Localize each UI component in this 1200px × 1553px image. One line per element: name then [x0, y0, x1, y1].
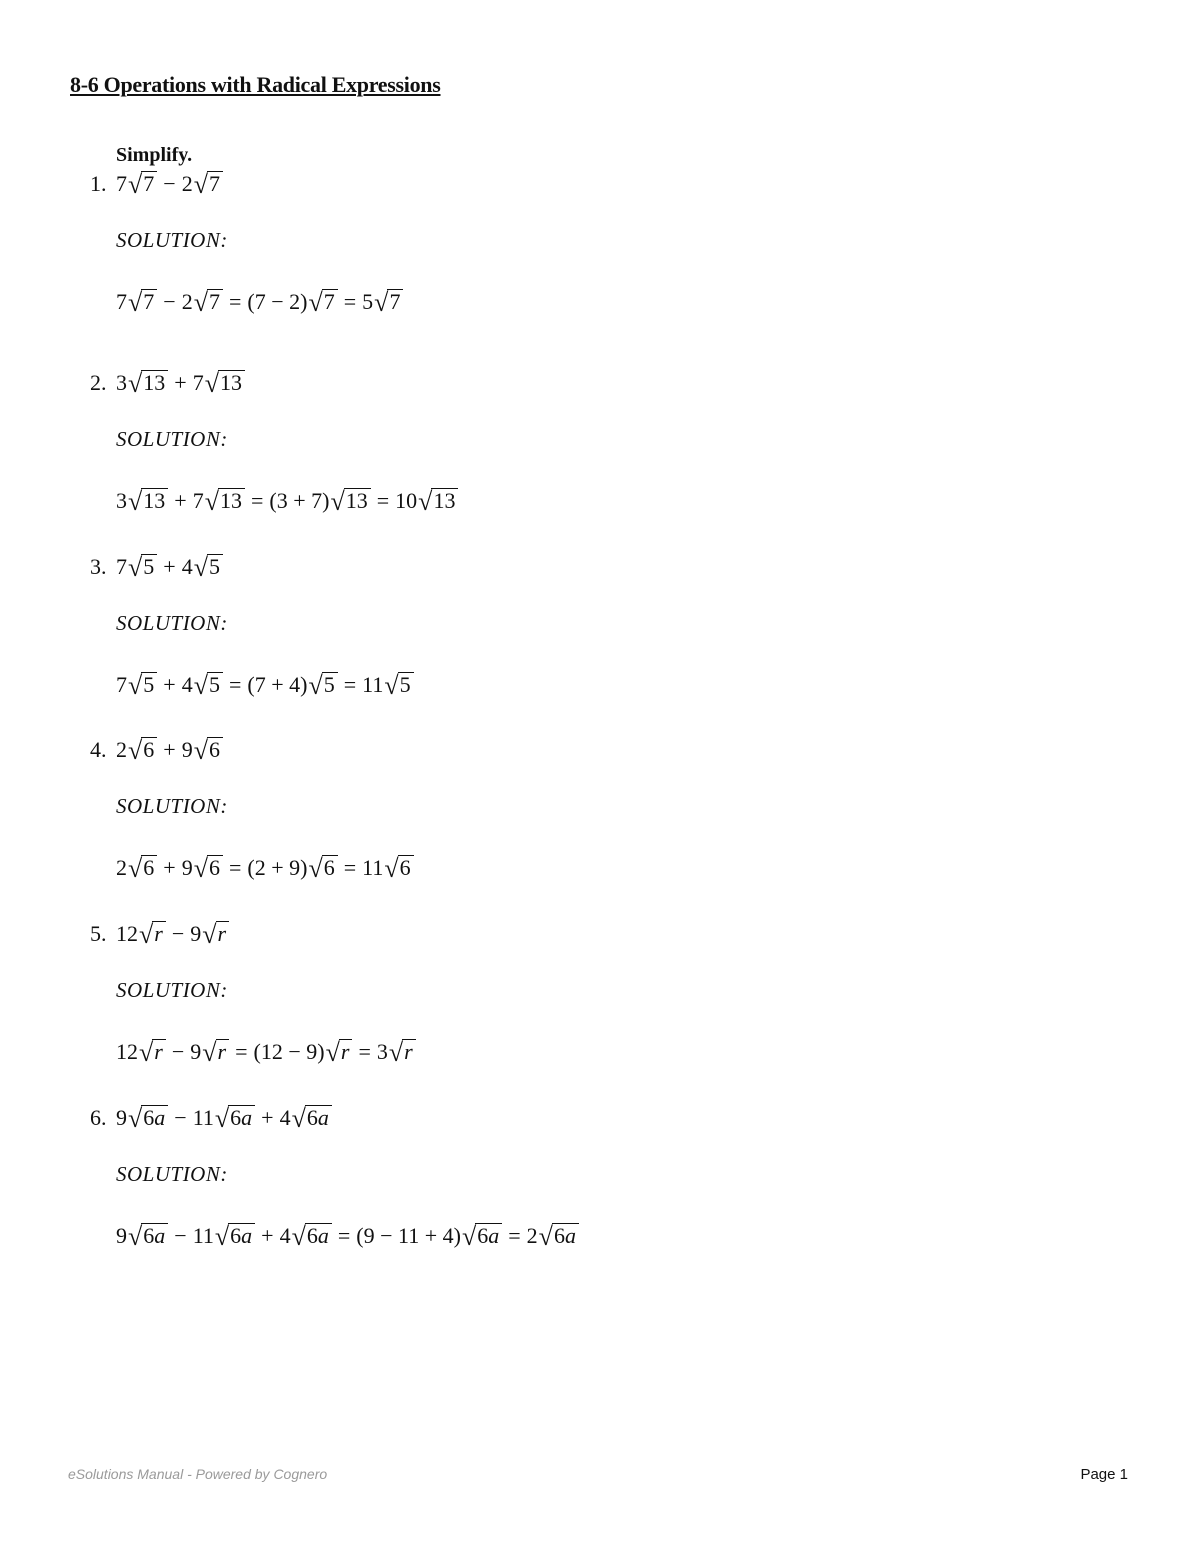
radicand: 7 [141, 289, 157, 313]
radical-sign-icon: √ [128, 1104, 143, 1133]
math-term: 11 [362, 855, 384, 880]
math-term: 9 [190, 1039, 202, 1064]
radical [204, 487, 245, 516]
radical [384, 671, 413, 700]
math-term: 9 [116, 1105, 127, 1130]
solution-label: SOLUTION: [116, 978, 228, 1002]
math-term: 7 [116, 672, 127, 697]
radical [193, 671, 223, 700]
math-term: 9 [181, 855, 193, 880]
math-term: 4 [181, 672, 193, 697]
math-term: 11 [192, 1223, 214, 1248]
radical [214, 1104, 255, 1133]
radical-sign-icon: √ [325, 1038, 340, 1067]
radicand: 13 [218, 370, 245, 394]
radical-sign-icon: √ [193, 170, 208, 199]
math-operator: = [228, 289, 242, 314]
radical [538, 1222, 579, 1251]
solution-label: SOLUTION: [116, 228, 228, 252]
radicand: 6a [475, 1223, 502, 1247]
solution-expression [116, 854, 414, 886]
radical-sign-icon: √ [418, 487, 433, 516]
math-term: (7 − 2) [247, 289, 308, 314]
math-operator: + [261, 1223, 274, 1248]
problem-question [90, 170, 223, 200]
math-term: 3 [376, 1039, 388, 1064]
math-operator: − [174, 1105, 187, 1130]
radical [128, 736, 157, 765]
solution-expression [116, 671, 414, 703]
math-operator: + [261, 1105, 274, 1130]
math-term: 9 [181, 737, 193, 762]
math-operator: = [508, 1223, 521, 1248]
radicand: 13 [344, 488, 371, 512]
radicand: 7 [322, 289, 338, 313]
radical-sign-icon: √ [308, 288, 323, 317]
radicand: 5 [207, 672, 223, 696]
math-term: 7 [116, 289, 127, 314]
radicand: r [402, 1039, 416, 1063]
radical [193, 170, 223, 199]
radicand: 6a [141, 1105, 168, 1129]
page-number: Page 1 [1080, 1466, 1128, 1483]
radical-sign-icon: √ [128, 671, 143, 700]
radical-sign-icon: √ [384, 671, 399, 700]
math-term: 7 [116, 554, 127, 579]
math-operator: = [228, 672, 242, 697]
question-expression [116, 736, 223, 763]
solution-expression [116, 288, 403, 320]
math-operator: + [163, 672, 176, 697]
radical-sign-icon: √ [214, 1222, 230, 1251]
radical-sign-icon: √ [461, 1222, 477, 1251]
radical [325, 1038, 353, 1067]
radical-sign-icon: √ [330, 487, 345, 516]
radical-sign-icon: √ [388, 1038, 404, 1067]
problem-question [90, 369, 245, 399]
math-term: 2 [526, 1223, 538, 1248]
math-operator: = [343, 289, 357, 314]
math-operator: − [174, 1223, 187, 1248]
math-term: (9 − 11 + 4) [356, 1223, 461, 1248]
radical [202, 1038, 229, 1067]
radical [291, 1222, 332, 1251]
math-operator: − [171, 921, 185, 946]
radical [139, 1038, 166, 1067]
solution-expression [116, 487, 458, 519]
radicand: 5 [141, 554, 157, 578]
radical-sign-icon: √ [193, 736, 208, 765]
radical-sign-icon: √ [193, 671, 208, 700]
math-term: 4 [279, 1223, 291, 1248]
radical [128, 553, 157, 582]
radical [128, 369, 168, 398]
question-expression [116, 553, 223, 580]
math-term: 7 [116, 171, 127, 196]
math-operator: − [163, 289, 176, 314]
radicand: 6 [322, 855, 338, 879]
radical [418, 487, 458, 516]
math-term: 9 [190, 921, 202, 946]
math-term: 2 [116, 855, 127, 880]
math-term: 2 [181, 289, 193, 314]
radical-sign-icon: √ [374, 288, 389, 317]
math-operator: = [358, 1039, 371, 1064]
radical-sign-icon: √ [538, 1222, 553, 1251]
radicand: 6 [141, 855, 157, 879]
radicand: 7 [207, 171, 223, 195]
math-term: 9 [116, 1223, 127, 1248]
question-expression [116, 170, 223, 197]
radicand: 5 [141, 672, 157, 696]
math-term: (3 + 7) [269, 488, 330, 513]
radicand: 6a [552, 1223, 579, 1247]
radical [193, 553, 223, 582]
radical [384, 854, 413, 883]
math-term: 4 [181, 554, 193, 579]
solution-label: SOLUTION: [116, 611, 228, 635]
radicand: 6a [305, 1105, 332, 1129]
radicand: 5 [207, 554, 223, 578]
math-operator: = [343, 855, 357, 880]
solution-expression [116, 1222, 579, 1254]
radicand: 13 [218, 488, 245, 512]
radicand: 6 [141, 737, 157, 761]
problem-number: 1. [90, 171, 107, 196]
radicand: r [216, 921, 230, 945]
math-term: 4 [279, 1105, 291, 1130]
math-operator: = [250, 488, 264, 513]
math-term: (2 + 9) [247, 855, 308, 880]
radical-sign-icon: √ [128, 736, 143, 765]
radical [308, 854, 337, 883]
solution-expression [116, 1038, 416, 1070]
problem-question [90, 553, 223, 583]
math-operator: − [163, 171, 176, 196]
problem-number: 5. [90, 921, 107, 946]
radical [139, 920, 166, 949]
radical [193, 854, 223, 883]
question-expression [116, 369, 245, 396]
math-operator: + [174, 488, 187, 513]
solution-label: SOLUTION: [116, 794, 228, 818]
radical [388, 1038, 416, 1067]
problem-number: 6. [90, 1105, 107, 1130]
radical [291, 1104, 332, 1133]
radical-sign-icon: √ [139, 920, 154, 949]
radicand: 6 [398, 855, 414, 879]
math-term: 12 [116, 921, 138, 946]
radical-sign-icon: √ [204, 369, 219, 398]
math-operator: − [171, 1039, 185, 1064]
radicand: 6a [305, 1223, 332, 1247]
radical [193, 288, 223, 317]
radical-sign-icon: √ [193, 553, 208, 582]
radical-sign-icon: √ [384, 854, 399, 883]
radicand: 7 [141, 171, 157, 195]
math-operator: + [163, 737, 176, 762]
radical-sign-icon: √ [128, 170, 143, 199]
radicand: 6 [207, 737, 223, 761]
radicand: 7 [387, 289, 403, 313]
math-term: 12 [116, 1039, 138, 1064]
radicand: 6a [141, 1223, 168, 1247]
radicand: 5 [322, 672, 338, 696]
radical-sign-icon: √ [193, 854, 208, 883]
question-expression [116, 1104, 332, 1131]
radicand: 13 [141, 370, 168, 394]
radical-sign-icon: √ [128, 369, 143, 398]
radicand: r [152, 921, 166, 945]
radical [374, 288, 403, 317]
radical [193, 736, 223, 765]
radicand: 6a [228, 1223, 255, 1247]
problem-number: 4. [90, 737, 107, 762]
math-term: 3 [116, 488, 127, 513]
radical-sign-icon: √ [139, 1038, 154, 1067]
math-operator: + [163, 554, 176, 579]
math-term: 10 [395, 488, 418, 513]
math-term: 2 [116, 737, 127, 762]
radical [128, 170, 157, 199]
math-operator: = [376, 488, 390, 513]
radical [128, 1222, 168, 1251]
radicand: 13 [431, 488, 458, 512]
problem-question [90, 1104, 332, 1134]
solution-label: SOLUTION: [116, 1162, 228, 1186]
radical-sign-icon: √ [308, 854, 323, 883]
math-term: 5 [362, 289, 374, 314]
radical [330, 487, 370, 516]
radical-sign-icon: √ [308, 671, 323, 700]
radical-sign-icon: √ [291, 1104, 306, 1133]
radical-sign-icon: √ [128, 553, 143, 582]
radicand: 6a [228, 1105, 255, 1129]
radicand: r [152, 1039, 166, 1063]
math-term: 11 [362, 672, 384, 697]
radical [204, 369, 245, 398]
math-operator: = [343, 672, 357, 697]
math-term: 11 [192, 1105, 214, 1130]
radical [128, 487, 168, 516]
radical [308, 288, 337, 317]
radical [128, 854, 157, 883]
math-operator: = [228, 855, 242, 880]
math-term: 7 [192, 488, 204, 513]
problem-number: 3. [90, 554, 107, 579]
radical-sign-icon: √ [202, 920, 217, 949]
radical-sign-icon: √ [202, 1038, 217, 1067]
math-term: (12 − 9) [253, 1039, 325, 1064]
radical [214, 1222, 255, 1251]
radical [128, 1104, 168, 1133]
page-title: 8-6 Operations with Radical Expressions [70, 72, 441, 97]
radical-sign-icon: √ [193, 288, 208, 317]
radical [461, 1222, 502, 1251]
math-operator: + [174, 370, 187, 395]
radical-sign-icon: √ [291, 1222, 306, 1251]
problem-question [90, 920, 229, 950]
math-operator: = [337, 1223, 351, 1248]
radical-sign-icon: √ [128, 1222, 143, 1251]
radical-sign-icon: √ [128, 854, 143, 883]
instruction-text: Simplify. [116, 144, 193, 166]
radical [308, 671, 337, 700]
question-expression [116, 920, 229, 947]
radical-sign-icon: √ [214, 1104, 230, 1133]
radical [202, 920, 229, 949]
math-term: 3 [116, 370, 127, 395]
radical [128, 288, 157, 317]
radicand: 13 [141, 488, 168, 512]
radical-sign-icon: √ [128, 288, 143, 317]
radicand: 7 [207, 289, 223, 313]
radicand: r [339, 1039, 353, 1063]
radical-sign-icon: √ [204, 487, 219, 516]
math-operator: + [163, 855, 176, 880]
radicand: 5 [398, 672, 414, 696]
footer-credit: eSolutions Manual - Powered by Cognero [68, 1466, 328, 1482]
solution-label: SOLUTION: [116, 427, 228, 451]
radicand: r [216, 1039, 230, 1063]
math-term: (7 + 4) [247, 672, 308, 697]
math-operator: = [235, 1039, 248, 1064]
radical [128, 671, 157, 700]
math-term: 7 [192, 370, 204, 395]
math-term: 2 [181, 171, 193, 196]
radical-sign-icon: √ [128, 487, 143, 516]
radicand: 6 [207, 855, 223, 879]
problem-number: 2. [90, 370, 107, 395]
problem-question [90, 736, 223, 766]
